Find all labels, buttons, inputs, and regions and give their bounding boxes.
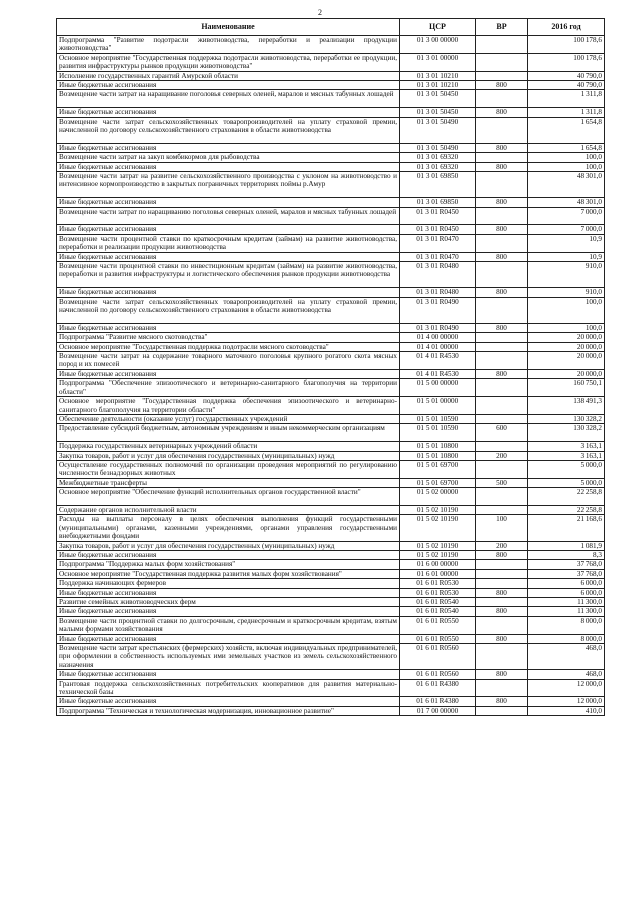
sum-cell: 100,0	[528, 162, 605, 171]
vr-cell: 500	[476, 478, 528, 487]
vr-cell: 800	[476, 288, 528, 297]
name-cell: Возмещение части процентной ставки по долгосрочным, среднесрочным и краткосрочным кредитам, взятым малыми формами хозяйствования	[57, 616, 400, 634]
sum-cell: 21 168,6	[528, 515, 605, 541]
sum-cell: 160 750,1	[528, 379, 605, 397]
vr-cell	[476, 90, 528, 108]
csr-cell: 01 5 02 00000	[400, 488, 476, 506]
vr-cell	[476, 333, 528, 342]
table-row	[57, 207, 605, 225]
vr-cell	[476, 616, 528, 634]
csr-cell: 01 5 02 10190	[400, 541, 476, 550]
budget-table	[56, 18, 605, 716]
table-row	[57, 706, 605, 715]
table-row	[57, 579, 605, 588]
csr-cell: 01 3 00 00000	[400, 36, 476, 54]
table-row	[57, 117, 605, 143]
csr-cell: 01 3 01 10210	[400, 71, 476, 80]
sum-cell: 6 000,0	[528, 588, 605, 597]
name-cell: Основное мероприятие "Государственная поддержка подотрасли мясного скотоводства"	[57, 342, 400, 351]
csr-cell: 01 5 01 10800	[400, 451, 476, 460]
name-cell: Иные бюджетные ассигнования	[57, 697, 400, 706]
vr-cell: 800	[476, 323, 528, 332]
csr-cell: 01 4 01 R4530	[400, 369, 476, 378]
sum-cell: 100 178,6	[528, 53, 605, 71]
table-row	[57, 634, 605, 643]
name-cell: Возмещение части затрат крестьянских (фермерских) хозяйств, включая индивидуальных предпринимателей, при оформлении в собственность используемых ими земельных участков из земель сельскохозяйственного назначения	[57, 644, 400, 670]
csr-cell: 01 3 01 50490	[400, 143, 476, 152]
table-row	[57, 670, 605, 679]
vr-cell	[476, 352, 528, 370]
table-row	[57, 460, 605, 478]
name-cell: Возмещение части затрат сельскохозяйственных товаропроизводителей на уплату страховой премии, начисленной по договору сельскохозяйственного страхования в области животноводства	[57, 297, 400, 323]
name-cell: Возмещение части затрат на закуп комбикормов для рыбоводства	[57, 153, 400, 162]
table-row	[57, 607, 605, 616]
csr-cell: 01 6 01 R0530	[400, 579, 476, 588]
name-cell: Возмещение части процентной ставки по краткосрочным кредитам (займам) на развитие животноводства, переработки и реализации продукции животноводства	[57, 234, 400, 252]
vr-cell: 800	[476, 550, 528, 559]
name-cell: Иные бюджетные ассигнования	[57, 81, 400, 90]
csr-cell: 01 3 01 69320	[400, 162, 476, 171]
csr-cell: 01 3 01 69320	[400, 153, 476, 162]
sum-cell: 910,0	[528, 288, 605, 297]
name-cell: Возмещение части затрат по наращиванию поголовья северных оленей, маралов и мясных табунных лошадей	[57, 207, 400, 225]
table-row	[57, 397, 605, 415]
name-cell: Подпрограмма "Поддержка малых форм хозяйствования"	[57, 560, 400, 569]
vr-cell: 200	[476, 451, 528, 460]
table-row	[57, 108, 605, 117]
vr-cell: 800	[476, 143, 528, 152]
name-cell: Основное мероприятие "Государственная поддержка обеспечения эпизоотического и ветеринарно-санитарного благополучия на территории области"	[57, 397, 400, 415]
csr-cell: 01 6 01 R0560	[400, 670, 476, 679]
vr-cell	[476, 342, 528, 351]
table-row	[57, 424, 605, 442]
table-row	[57, 369, 605, 378]
table-row	[57, 323, 605, 332]
sum-cell: 12 000,0	[528, 697, 605, 706]
vr-cell	[476, 397, 528, 415]
sum-cell: 3 163,1	[528, 442, 605, 451]
sum-cell: 910,0	[528, 262, 605, 288]
vr-cell	[476, 379, 528, 397]
csr-cell: 01 5 01 69700	[400, 460, 476, 478]
csr-cell: 01 6 00 00000	[400, 560, 476, 569]
sum-cell: 130 328,2	[528, 424, 605, 442]
name-cell: Подпрограмма "Техническая и технологическая модернизация, инновационное развитие"	[57, 706, 400, 715]
csr-cell: 01 5 01 10590	[400, 414, 476, 423]
vr-cell	[476, 460, 528, 478]
sum-cell: 10,9	[528, 234, 605, 252]
table-row	[57, 644, 605, 670]
vr-cell: 800	[476, 634, 528, 643]
table-row	[57, 442, 605, 451]
table-row	[57, 262, 605, 288]
table-row	[57, 143, 605, 152]
vr-cell	[476, 234, 528, 252]
csr-cell: 01 6 01 R4380	[400, 697, 476, 706]
sum-cell: 410,0	[528, 706, 605, 715]
name-cell: Возмещение части затрат сельскохозяйственных товаропроизводителей на уплату страховой премии, начисленной по договору сельскохозяйственного страхования в области животноводства	[57, 117, 400, 143]
table-row	[57, 679, 605, 697]
sum-cell: 11 300,0	[528, 598, 605, 607]
name-cell: Подпрограмма "Обеспечение эпизоотического и ветеринарно-санитарного благополучия на территории области"	[57, 379, 400, 397]
vr-cell: 800	[476, 162, 528, 171]
csr-cell: 01 5 01 69700	[400, 478, 476, 487]
vr-cell: 600	[476, 424, 528, 442]
sum-cell: 8 000,0	[528, 616, 605, 634]
csr-cell: 01 6 01 R4380	[400, 679, 476, 697]
table-row	[57, 71, 605, 80]
name-cell: Иные бюджетные ассигнования	[57, 607, 400, 616]
vr-cell: 100	[476, 515, 528, 541]
table-row	[57, 478, 605, 487]
csr-cell: 01 3 01 R0490	[400, 323, 476, 332]
vr-cell	[476, 172, 528, 198]
header-csr: ЦСР	[400, 19, 476, 36]
sum-cell: 22 258,8	[528, 505, 605, 514]
csr-cell: 01 6 01 R0550	[400, 634, 476, 643]
csr-cell: 01 3 01 50450	[400, 90, 476, 108]
csr-cell: 01 3 01 00000	[400, 53, 476, 71]
csr-cell: 01 6 01 R0530	[400, 588, 476, 597]
table-row	[57, 81, 605, 90]
sum-cell: 3 163,1	[528, 451, 605, 460]
csr-cell: 01 3 01 R0480	[400, 262, 476, 288]
table-row	[57, 588, 605, 597]
sum-cell: 11 300,0	[528, 607, 605, 616]
name-cell: Подпрограмма "Развитие подотрасли животноводства, переработки и реализации продукции животноводства"	[57, 36, 400, 54]
sum-cell: 48 301,0	[528, 172, 605, 198]
vr-cell: 800	[476, 252, 528, 261]
header-sum: 2016 год	[528, 19, 605, 36]
table-row	[57, 333, 605, 342]
csr-cell: 01 3 01 69850	[400, 172, 476, 198]
sum-cell: 130 328,2	[528, 414, 605, 423]
table-row	[57, 515, 605, 541]
name-cell: Исполнение государственных гарантий Амурской области	[57, 71, 400, 80]
name-cell: Иные бюджетные ассигнования	[57, 634, 400, 643]
table-row	[57, 697, 605, 706]
sum-cell: 48 301,0	[528, 198, 605, 207]
name-cell: Возмещение части процентной ставки по инвестиционным кредитам (займам) на развитие животноводства, переработки и развития инфраструктуры и логистического обеспечения рынков продукции животноводства	[57, 262, 400, 288]
csr-cell: 01 6 01 00000	[400, 569, 476, 578]
name-cell: Иные бюджетные ассигнования	[57, 252, 400, 261]
name-cell: Грантовая поддержка сельскохозяйственных потребительских кооперативов для развития материально-технической базы	[57, 679, 400, 697]
table-row	[57, 379, 605, 397]
vr-cell: 800	[476, 198, 528, 207]
csr-cell: 01 5 02 10190	[400, 515, 476, 541]
csr-cell: 01 3 01 R0470	[400, 252, 476, 261]
sum-cell: 7 000,0	[528, 207, 605, 225]
name-cell: Возмещение части затрат на наращивание поголовья северных оленей, маралов и мясных табунных лошадей	[57, 90, 400, 108]
name-cell: Основное мероприятие "Государственная поддержка развития малых форм хозяйствования"	[57, 569, 400, 578]
sum-cell: 100,0	[528, 297, 605, 323]
vr-cell	[476, 560, 528, 569]
vr-cell: 800	[476, 588, 528, 597]
sum-cell: 20 000,0	[528, 352, 605, 370]
vr-cell	[476, 207, 528, 225]
table-row	[57, 342, 605, 351]
sum-cell: 100,0	[528, 153, 605, 162]
sum-cell: 1 654,8	[528, 143, 605, 152]
csr-cell: 01 5 02 10190	[400, 550, 476, 559]
name-cell: Иные бюджетные ассигнования	[57, 369, 400, 378]
csr-cell: 01 3 01 R0450	[400, 207, 476, 225]
csr-cell: 01 3 01 69850	[400, 198, 476, 207]
name-cell: Иные бюджетные ассигнования	[57, 162, 400, 171]
vr-cell	[476, 505, 528, 514]
table-row	[57, 297, 605, 323]
csr-cell: 01 7 00 00000	[400, 706, 476, 715]
name-cell: Иные бюджетные ассигнования	[57, 323, 400, 332]
csr-cell: 01 4 00 00000	[400, 333, 476, 342]
table-row	[57, 288, 605, 297]
vr-cell	[476, 488, 528, 506]
table-row	[57, 616, 605, 634]
vr-cell	[476, 153, 528, 162]
table-row	[57, 53, 605, 71]
vr-cell	[476, 598, 528, 607]
sum-cell: 20 000,0	[528, 333, 605, 342]
csr-cell: 01 3 01 R0490	[400, 297, 476, 323]
vr-cell	[476, 414, 528, 423]
sum-cell: 8,3	[528, 550, 605, 559]
csr-cell: 01 3 01 R0450	[400, 225, 476, 234]
name-cell: Межбюджетные трансферты	[57, 478, 400, 487]
csr-cell: 01 6 01 R0540	[400, 607, 476, 616]
table-row	[57, 225, 605, 234]
table-row	[57, 162, 605, 171]
csr-cell: 01 3 01 50450	[400, 108, 476, 117]
csr-cell: 01 3 01 R0480	[400, 288, 476, 297]
name-cell: Расходы на выплаты персоналу в целях обеспечения выполнения функций государственными (муниципальными) органами, казенными учреждениями, органами управления государственными внебюджетными фондами	[57, 515, 400, 541]
csr-cell: 01 3 01 50490	[400, 117, 476, 143]
table-row	[57, 451, 605, 460]
sum-cell: 7 000,0	[528, 225, 605, 234]
name-cell: Иные бюджетные ассигнования	[57, 588, 400, 597]
name-cell: Иные бюджетные ассигнования	[57, 143, 400, 152]
vr-cell: 800	[476, 81, 528, 90]
vr-cell	[476, 53, 528, 71]
name-cell: Обеспечение деятельности (оказание услуг) государственных учреждений	[57, 414, 400, 423]
csr-cell: 01 6 01 R0540	[400, 598, 476, 607]
name-cell: Иные бюджетные ассигнования	[57, 225, 400, 234]
vr-cell: 800	[476, 369, 528, 378]
name-cell: Содержание органов исполнительной власти	[57, 505, 400, 514]
name-cell: Основное мероприятие "Государственная поддержка подотрасли животноводства, переработки ее продукции, развития инфраструктуры рынков продукции животноводства"	[57, 53, 400, 71]
name-cell: Поддержка начинающих фермеров	[57, 579, 400, 588]
csr-cell: 01 3 01 10210	[400, 81, 476, 90]
table-row	[57, 252, 605, 261]
table-row	[57, 569, 605, 578]
sum-cell: 5 000,0	[528, 478, 605, 487]
name-cell: Возмещение части затрат на содержание товарного маточного поголовья крупного рогатого скота мясных пород и их помесей	[57, 352, 400, 370]
page-number: 2	[318, 8, 322, 17]
sum-cell: 20 000,0	[528, 369, 605, 378]
vr-cell	[476, 442, 528, 451]
name-cell: Иные бюджетные ассигнования	[57, 288, 400, 297]
name-cell: Развитие семейных животноводческих ферм	[57, 598, 400, 607]
sum-cell: 20 000,0	[528, 342, 605, 351]
name-cell: Осуществление государственных полномочий по организации проведения мероприятий по регулированию численности безнадзорных животных	[57, 460, 400, 478]
table-row	[57, 172, 605, 198]
sum-cell: 5 000,0	[528, 460, 605, 478]
vr-cell	[476, 36, 528, 54]
vr-cell: 200	[476, 541, 528, 550]
name-cell: Закупка товаров, работ и услуг для обеспечения государственных (муниципальных) нужд	[57, 541, 400, 550]
sum-cell: 40 790,0	[528, 71, 605, 80]
table-row	[57, 36, 605, 54]
header-name: Наименование	[57, 19, 400, 36]
name-cell: Поддержка государственных ветеринарных учреждений области	[57, 442, 400, 451]
table-row	[57, 234, 605, 252]
vr-cell: 800	[476, 697, 528, 706]
sum-cell: 6 000,0	[528, 579, 605, 588]
vr-cell	[476, 262, 528, 288]
sum-cell: 468,0	[528, 644, 605, 670]
vr-cell	[476, 579, 528, 588]
sum-cell: 37 768,0	[528, 569, 605, 578]
table-row	[57, 560, 605, 569]
name-cell: Иные бюджетные ассигнования	[57, 198, 400, 207]
csr-cell: 01 5 02 10190	[400, 505, 476, 514]
vr-cell	[476, 706, 528, 715]
vr-cell: 800	[476, 108, 528, 117]
csr-cell: 01 6 01 R0550	[400, 616, 476, 634]
csr-cell: 01 6 01 R0560	[400, 644, 476, 670]
table-row	[57, 153, 605, 162]
name-cell: Возмещение части затрат на развитие сельскохозяйственного производства с уклоном на животноводство и интенсивное кормопроизводство в закрытых пограничных территориях поймы р.Амур	[57, 172, 400, 198]
csr-cell: 01 5 01 00000	[400, 397, 476, 415]
sum-cell: 12 000,0	[528, 679, 605, 697]
table-row	[57, 488, 605, 506]
table-header-row	[57, 19, 605, 36]
vr-cell	[476, 117, 528, 143]
table-row	[57, 352, 605, 370]
csr-cell: 01 4 01 00000	[400, 342, 476, 351]
vr-cell	[476, 644, 528, 670]
table-row	[57, 414, 605, 423]
sum-cell: 1 081,9	[528, 541, 605, 550]
vr-cell	[476, 71, 528, 80]
sum-cell: 138 491,3	[528, 397, 605, 415]
csr-cell: 01 5 00 00000	[400, 379, 476, 397]
name-cell: Основное мероприятие "Обеспечение функций исполнительных органов государственной власти"	[57, 488, 400, 506]
table-row	[57, 505, 605, 514]
sum-cell: 1 311,8	[528, 108, 605, 117]
sum-cell: 468,0	[528, 670, 605, 679]
name-cell: Иные бюджетные ассигнования	[57, 108, 400, 117]
sum-cell: 100,0	[528, 323, 605, 332]
header-vr: ВР	[476, 19, 528, 36]
vr-cell: 800	[476, 607, 528, 616]
vr-cell	[476, 679, 528, 697]
sum-cell: 37 768,0	[528, 560, 605, 569]
sum-cell: 10,9	[528, 252, 605, 261]
csr-cell: 01 5 01 10590	[400, 424, 476, 442]
vr-cell: 800	[476, 225, 528, 234]
csr-cell: 01 4 01 R4530	[400, 352, 476, 370]
name-cell: Иные бюджетные ассигнования	[57, 550, 400, 559]
table-row	[57, 198, 605, 207]
vr-cell	[476, 297, 528, 323]
sum-cell: 8 000,0	[528, 634, 605, 643]
table-row	[57, 541, 605, 550]
name-cell: Подпрограмма "Развитие мясного скотоводства"	[57, 333, 400, 342]
name-cell: Закупка товаров, работ и услуг для обеспечения государственных (муниципальных) нужд	[57, 451, 400, 460]
name-cell: Предоставление субсидий бюджетным, автономным учреждениям и иным некоммерческим организациям	[57, 424, 400, 442]
table-row	[57, 598, 605, 607]
vr-cell: 800	[476, 670, 528, 679]
csr-cell: 01 3 01 R0470	[400, 234, 476, 252]
sum-cell: 1 311,8	[528, 90, 605, 108]
sum-cell: 1 654,8	[528, 117, 605, 143]
table-row	[57, 90, 605, 108]
sum-cell: 100 178,6	[528, 36, 605, 54]
sum-cell: 22 258,8	[528, 488, 605, 506]
table-row	[57, 550, 605, 559]
vr-cell	[476, 569, 528, 578]
csr-cell: 01 5 01 10800	[400, 442, 476, 451]
name-cell: Иные бюджетные ассигнования	[57, 670, 400, 679]
sum-cell: 40 790,0	[528, 81, 605, 90]
